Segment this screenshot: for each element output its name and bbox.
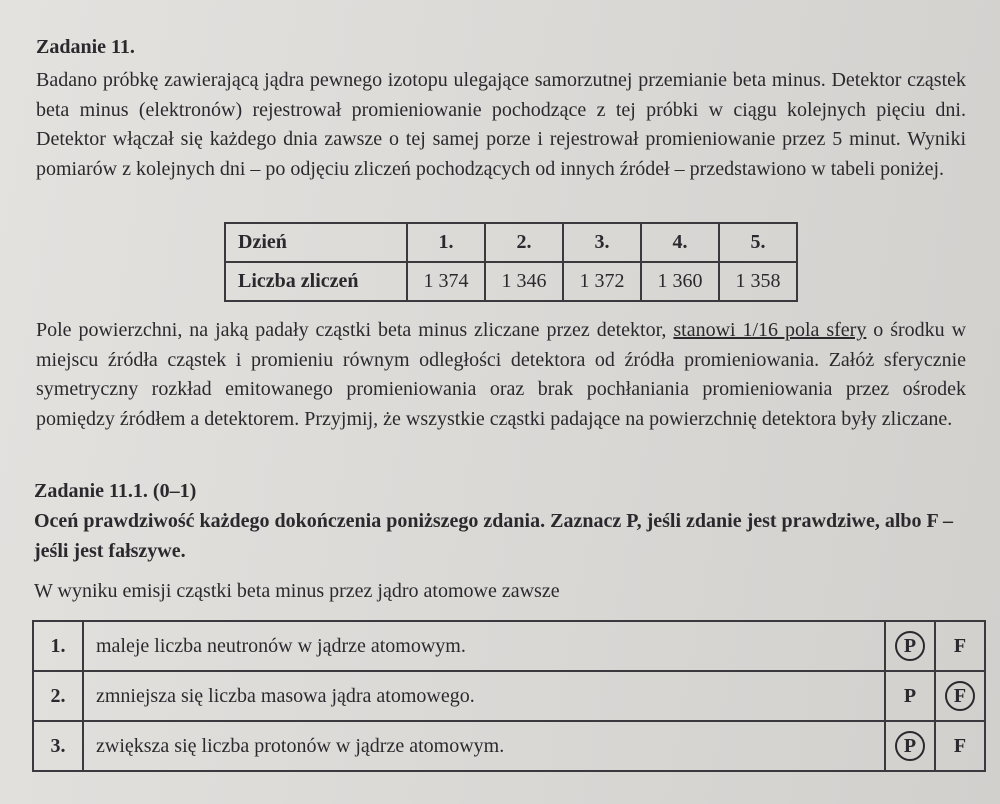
answer-row: [33, 671, 985, 721]
day-header: Dzień: [225, 223, 407, 262]
row-number: 1.: [33, 621, 83, 671]
underlined-phrase: stanowi 1/16 pola sfery: [673, 319, 867, 341]
statement-text: zmniejsza się liczba masowa jądra atomowego.: [83, 671, 885, 721]
option-f-mark[interactable]: F: [953, 635, 967, 657]
count-cell: 1 372: [563, 262, 641, 301]
answer-row: [33, 721, 985, 771]
option-p-cell[interactable]: [885, 721, 935, 771]
option-p-mark[interactable]: P: [895, 631, 925, 661]
answer-row: [33, 621, 985, 671]
statement-text: maleje liczba neutronów w jądrze atomowym.: [83, 621, 885, 671]
row-number: 3.: [33, 721, 83, 771]
instruction-text: Oceń prawdziwość każdego dokończenia poniższego zdania. Zaznacz P, jeśli zdanie jest prawdziwe, albo F – jeśli jest fałszywe.: [34, 510, 954, 562]
row-number: 2.: [33, 671, 83, 721]
option-p-cell[interactable]: [885, 621, 935, 671]
detector-text-end: o środku w miejscu źródła cząstek i promieniu równym odległości detektora od źródła promieniowania. Załóż sferycznie symetryczny rozkład emitowanego promieniowania oraz brak pochłaniania promieniowania przez ośrodek pomiędzy źródłem a detektorem. Przyjmij, że wszystkie cząstki padające na powierzchnię detektora były zliczane.: [36, 319, 967, 430]
intro-paragraph: Badano próbkę zawierającą jądra pewnego izotopu ulegające samorzutnej przemianie beta minus. Detektor cząstek beta minus (elektronów) rejestrował promieniowanie pochodzące z tej próbki w ciągu kolejnych pięciu dni. Detektor włączał się każdego dnia zawsze o tej samej porze i rejestrował promieniowanie przez 5 minut. Wyniki pomiarów z kolejnych dni – po odjęciu zliczeń pochodzących od innych źródeł – przedstawiono w tabeli poniżej.: [36, 69, 966, 180]
day-cell: 5.: [719, 223, 797, 262]
option-p-cell[interactable]: [885, 671, 935, 721]
true-false-table: [32, 620, 986, 772]
day-cell: 4.: [641, 223, 719, 262]
option-f-cell[interactable]: [935, 721, 985, 771]
count-cell: 1 360: [641, 262, 719, 301]
option-f-cell[interactable]: [935, 671, 985, 721]
day-cell: 3.: [563, 223, 641, 262]
count-header: Liczba zliczeń: [225, 262, 407, 301]
option-p-mark[interactable]: P: [903, 685, 917, 707]
day-cell: 1.: [407, 223, 485, 262]
day-cell: 2.: [485, 223, 563, 262]
option-p-mark[interactable]: P: [895, 731, 925, 761]
statement-text: zwiększa się liczba protonów w jądrze atomowym.: [83, 721, 885, 771]
statement-lead: W wyniku emisji cząstki beta minus przez jądro atomowe zawsze: [34, 580, 560, 602]
count-cell: 1 358: [719, 262, 797, 301]
count-cell: 1 346: [485, 262, 563, 301]
detector-text-start: Pole powierzchni, na jaką padały cząstki beta minus zliczane przez detektor,: [36, 319, 674, 341]
task-heading: Zadanie 11.: [36, 36, 135, 58]
option-f-cell[interactable]: [935, 621, 985, 671]
option-f-mark[interactable]: F: [945, 681, 975, 711]
days-row: [225, 223, 797, 262]
detector-paragraph: [36, 316, 966, 434]
counts-row: [225, 262, 797, 301]
counts-table: [224, 222, 798, 302]
count-cell: 1 374: [407, 262, 485, 301]
subtask-heading: Zadanie 11.1. (0–1): [34, 480, 197, 502]
option-f-mark[interactable]: F: [953, 735, 967, 757]
